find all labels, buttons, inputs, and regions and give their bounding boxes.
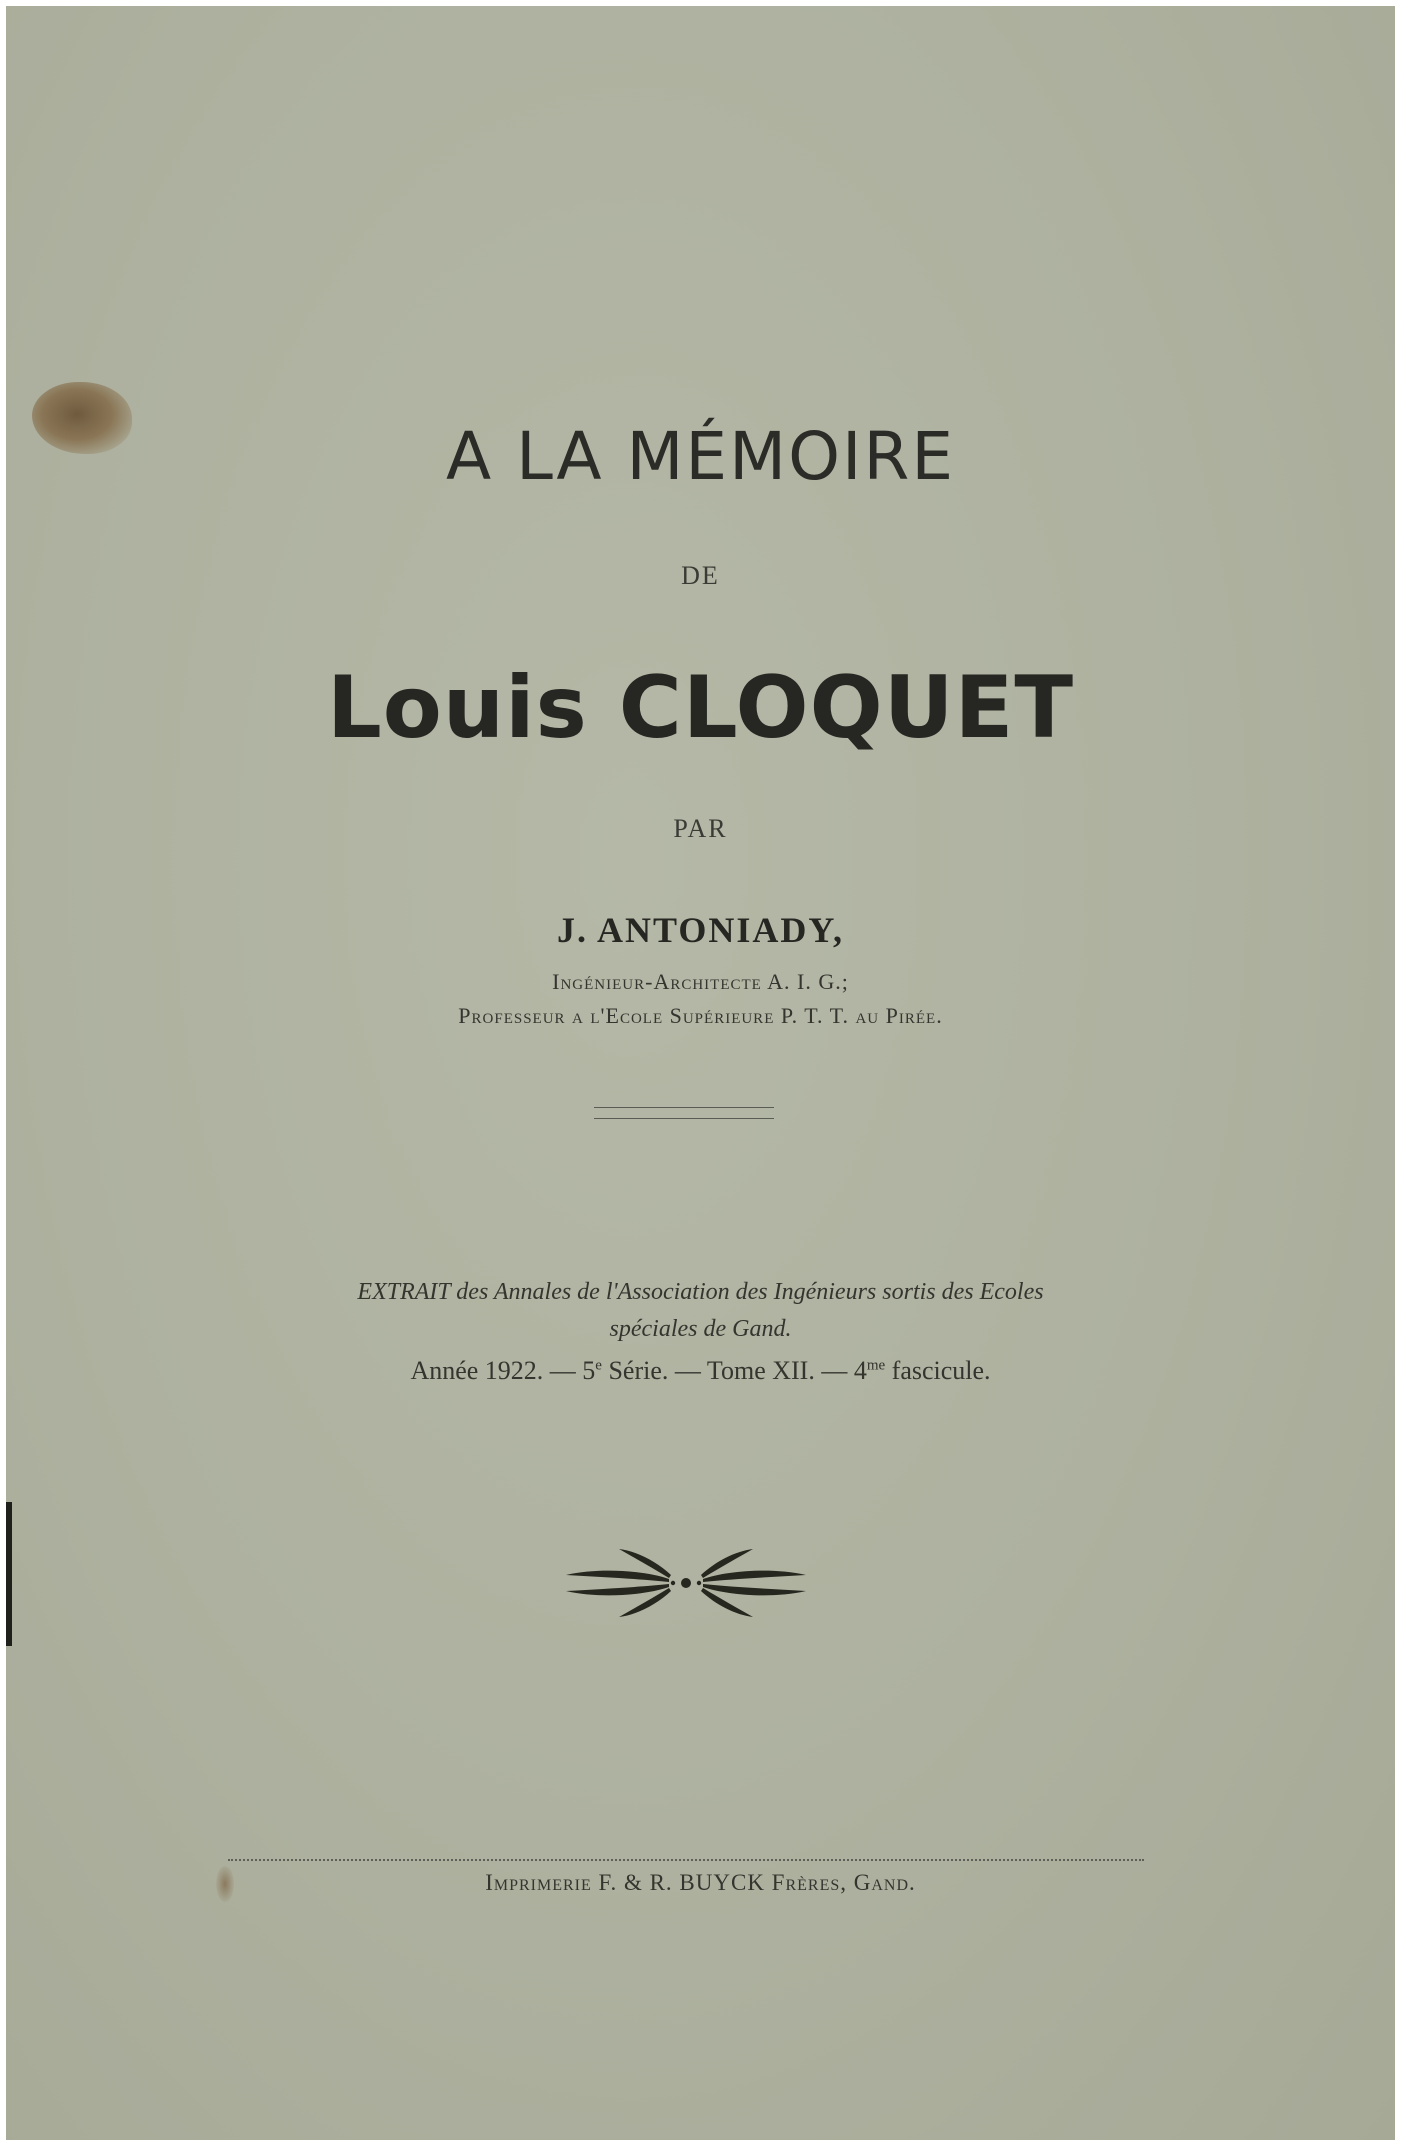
extract-note-line-1: EXTRAIT des Annales de l'Association des Ingénieurs sortis des Ecoles (357, 1279, 1044, 1305)
author-title-1: Ingénieur-Architecte A. I. G.; (552, 969, 849, 994)
year-prefix: Année 1922. — 5 (410, 1356, 596, 1385)
series-superscript: e (595, 1357, 602, 1374)
subject-name: Louis CLOQUET (326, 658, 1075, 758)
fascicle-superscript: me (866, 1357, 886, 1374)
preposition-par: PAR (673, 814, 728, 843)
document-cover (6, 6, 1395, 2140)
fleuron-ornament-icon (561, 1541, 811, 1621)
extract-note-line-2: spéciales de Gand. (609, 1316, 792, 1342)
publication-info (6, 1356, 1395, 1386)
binding-edge (6, 1502, 12, 1646)
author-title-2: Professeur a l'Ecole Supérieure P. T. T. au Pirée. (458, 1003, 943, 1028)
memorial-heading: A LA MÉMOIRE (445, 418, 956, 495)
printer-imprint: Imprimerie F. & R. BUYCK Frères, Gand. (485, 1870, 916, 1895)
dotted-rule-divider (228, 1859, 1144, 1861)
preposition-de: DE (681, 561, 720, 590)
author-name: J. ANTONIADY, (556, 910, 845, 950)
series-text: Série. — Tome XII. — 4 (601, 1356, 867, 1385)
fascicle-text: fascicule. (885, 1356, 991, 1385)
double-rule-divider (594, 1107, 774, 1119)
